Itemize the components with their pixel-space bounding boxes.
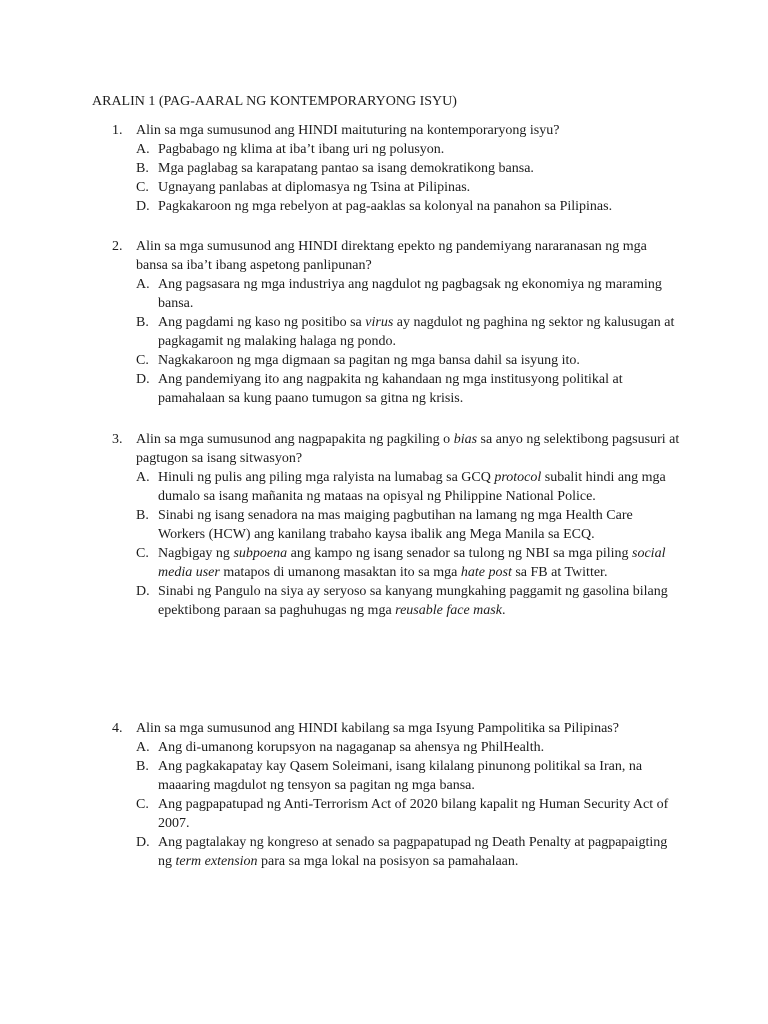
choice-text: Pagbabago ng klima at iba’t ibang uri ng polusyon. (158, 142, 445, 157)
choice-text-italic: hate post (460, 565, 512, 580)
choice-a (136, 140, 682, 159)
choice-d (136, 582, 682, 620)
question-number: 4. (112, 721, 123, 736)
choice-text: Pagkakaroon ng mga rebelyon at pag-aaklas sa kolonyal na panahon sa Pilipinas. (158, 199, 613, 214)
choice-b (136, 506, 682, 544)
choice-text: Ang pagkakapatay kay Qasem Soleimani, isang kilalang pinunong politikal sa Iran, na maaaring magdulot ng tensyon sa pagitan ng mga bansa. (158, 759, 643, 793)
choice-letter: A. (136, 470, 150, 485)
lesson-title: ARALIN 1 (PAG-AARAL NG KONTEMPORARYONG ISYU) (92, 94, 457, 109)
choice-text-italic: term extension (175, 854, 258, 869)
question-3 (112, 430, 682, 620)
choice-text: ay nagdulot ng paghina ng sektor ng kalusugan at pagkagamit ng malaking halaga ng pondo. (158, 315, 675, 349)
choice-letter: A. (136, 142, 150, 157)
stem-text: Alin sa mga sumusunod ang nagpapakita ng pagkiling o (136, 432, 454, 447)
choice-text: Ang pandemiyang ito ang nagpakita ng kahandaan ng mga institusyong politikal at pamahalaan sa kung paano tumugon sa gitna ng krisis. (158, 372, 623, 406)
choice-a (136, 738, 682, 757)
question-stem: Alin sa mga sumusunod ang HINDI maituturing na kontemporaryong isyu? (136, 123, 560, 138)
question-stem: Alin sa mga sumusunod ang HINDI kabilang sa mga Isyung Pampolitika sa Pilipinas? (136, 721, 619, 736)
choice-letter: D. (136, 835, 150, 850)
choice-text-italic: virus (365, 315, 394, 330)
choice-text: subalit hindi ang mga dumalo sa isang mañanita ng mataas na opisyal ng Philippine National Police. (158, 470, 666, 504)
choice-letter: C. (136, 797, 149, 812)
choice-text-italic: subpoena (233, 546, 288, 561)
choice-letter: D. (136, 372, 150, 387)
choice-text: Nagbigay ng (158, 546, 234, 561)
choice-text: ang kampo ng isang senador sa tulong ng NBI sa mga piling (287, 546, 633, 561)
choice-text: Nagkakaroon ng mga digmaan sa pagitan ng mga bansa dahil sa isyung ito. (158, 353, 580, 368)
choice-d (136, 370, 682, 408)
choice-text: Ang pagpapatupad ng Anti-Terrorism Act of 2020 bilang kapalit ng Human Security Act of 2007. (158, 797, 669, 831)
choice-letter: B. (136, 315, 149, 330)
choice-b (136, 159, 682, 178)
choice-text: Ang pagsasara ng mga industriya ang nagdulot ng pagbagsak ng ekonomiya ng maraming bansa. (158, 277, 662, 311)
question-stem: Alin sa mga sumusunod ang HINDI direktang epekto ng pandemiyang nararanasan ng mga bansa sa iba’t ibang aspetong panlipunan? (136, 239, 647, 273)
choice-text-italic: social media user (158, 546, 666, 580)
question-1 (112, 121, 682, 216)
choice-a (136, 275, 682, 313)
stem-text: sa anyo ng selektibong pagsusuri at pagtugon sa isang sitwasyon? (136, 432, 680, 466)
question-number: 1. (112, 123, 123, 138)
choice-letter: C. (136, 546, 149, 561)
question-4 (112, 719, 682, 871)
choice-text: sa FB at Twitter. (511, 565, 608, 580)
choice-c (136, 351, 682, 370)
choice-text: Ang di-umanong korupsyon na nagaganap sa ahensya ng PhilHealth. (158, 740, 545, 755)
choice-letter: B. (136, 759, 149, 774)
stem-text-italic: bias (453, 432, 478, 447)
choice-b (136, 313, 682, 351)
choice-letter: D. (136, 199, 150, 214)
choice-text-italic: reusable face mask (395, 603, 502, 618)
choice-letter: B. (136, 508, 149, 523)
choice-text: para sa mga lokal na posisyon sa pamahalaan. (257, 854, 519, 869)
choice-letter: D. (136, 584, 150, 599)
choice-letter: B. (136, 161, 149, 176)
choice-c (136, 795, 682, 833)
choice-text: matapos di umanong masaktan ito sa mga (219, 565, 461, 580)
question-number: 2. (112, 239, 123, 254)
choice-letter: C. (136, 353, 149, 368)
choice-text: Hinuli ng pulis ang piling mga ralyista na lumabag sa GCQ (158, 470, 495, 485)
choice-text: . (501, 603, 506, 618)
choice-letter: A. (136, 277, 150, 292)
choice-c (136, 544, 682, 582)
choice-c (136, 178, 682, 197)
question-2 (112, 237, 682, 408)
choice-d (136, 833, 682, 871)
choice-d (136, 197, 682, 216)
choice-letter: C. (136, 180, 149, 195)
choice-text: Mga paglabag sa karapatang pantao sa isang demokratikong bansa. (158, 161, 534, 176)
choice-text: Sinabi ng Pangulo na siya ay seryoso sa kanyang mungkahing paggamit ng gasolina bilang epektibong paraan sa paghuhugas ng mga (158, 584, 668, 618)
choice-text: Ang pagtalakay ng kongreso at senado sa pagpapatupad ng Death Penalty at pagpapaigting ng (158, 835, 668, 869)
choice-text: Ugnayang panlabas at diplomasya ng Tsina at Pilipinas. (158, 180, 471, 195)
choice-text: Sinabi ng isang senadora na mas maiging pagbutihan na lamang ng mga Health Care Workers (HCW) ang kanilang trabaho kaysa ibalik ang Mega Manila sa ECQ. (158, 508, 633, 542)
question-stem (136, 430, 682, 468)
choice-letter: A. (136, 740, 150, 755)
choice-text: Ang pagdami ng kaso ng positibo sa (158, 315, 366, 330)
choice-b (136, 757, 682, 795)
choice-text-italic: protocol (494, 470, 542, 485)
choice-a (136, 468, 682, 506)
question-number: 3. (112, 432, 123, 447)
